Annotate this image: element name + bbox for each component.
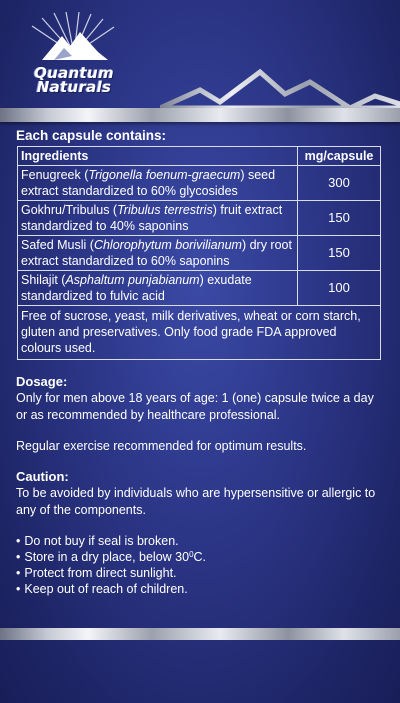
dosage-section [16, 374, 388, 455]
mg-cell: 150 [298, 201, 381, 236]
list-item: • Do not buy if seal is broken. [16, 533, 388, 549]
capsule-heading: Each capsule contains: [16, 128, 167, 143]
table-row [18, 306, 381, 360]
exercise-note: Regular exercise recommended for optimum results. [16, 439, 307, 453]
silver-band-bottom [0, 628, 400, 640]
ingredient-cell: Shilajit (Asphaltum punjabianum) exudate standardized to fulvic acid [18, 271, 298, 306]
brand-name-line2: Naturals [36, 78, 112, 96]
list-item: • Store in a dry place, below $30^0C$. [16, 549, 388, 565]
silver-band-top [0, 108, 400, 122]
ingredients-table [17, 146, 381, 360]
caution-heading: Caution: [16, 469, 69, 484]
caution-bullets [16, 533, 388, 597]
ingredient-cell: Gokhru/Tribulus (Tribulus terrestris) fruit extract standardized to 40% saponins [18, 201, 298, 236]
table-row [18, 201, 381, 236]
free-of-note: Free of sucrose, yeast, milk derivatives, wheat or corn starch, gluten and preservatives. Only food grade FDA approved colours used. [18, 306, 381, 360]
ingredients-column-header: Ingredients [18, 147, 298, 166]
table-header-row [18, 147, 381, 166]
sunburst-icon [24, 12, 124, 72]
table-row [18, 236, 381, 271]
label-content [16, 128, 388, 597]
mg-cell: 150 [298, 236, 381, 271]
dosage-text: Only for men above 18 years of age: 1 (one) capsule twice a day or as recommended by healthcare professional. [16, 391, 374, 422]
brand-logo [14, 12, 124, 94]
caution-text: To be avoided by individuals who are hypersensitive or allergic to any of the components. [16, 486, 376, 517]
dosage-heading: Dosage: [16, 374, 68, 389]
mg-column-header: mg/capsule [298, 147, 381, 166]
list-item: • Protect from direct sunlight. [16, 565, 388, 581]
table-row [18, 271, 381, 306]
ingredient-cell: Safed Musli (Chlorophytum borivilianum) dry root extract standardized to 60% saponins [18, 236, 298, 271]
table-row [18, 166, 381, 201]
mg-cell: 100 [298, 271, 381, 306]
mg-cell: 300 [298, 166, 381, 201]
list-item: • Keep out of reach of children. [16, 581, 388, 597]
caution-section [16, 469, 388, 597]
ingredient-cell: Fenugreek (Trigonella foenum-graecum) seed extract standardized to 60% glycosides [18, 166, 298, 201]
brand-name-line1: Quantum [34, 64, 114, 82]
